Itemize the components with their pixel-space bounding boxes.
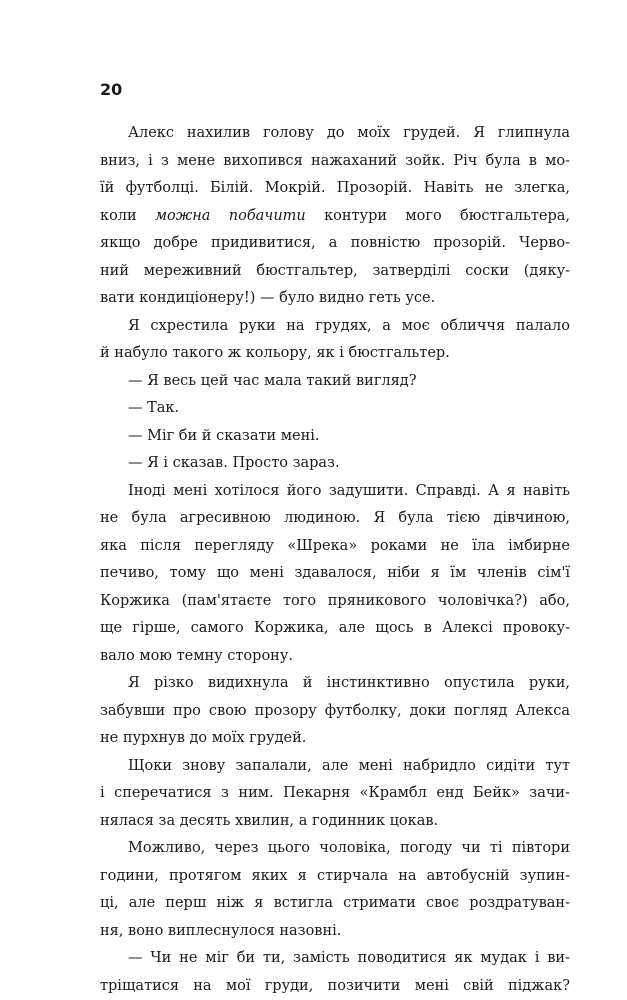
text-line: Я різко видихнула й інстинктивно опустила руки, — [128, 675, 570, 691]
text-line: — Я весь цей час мала такий вигляд? — [128, 372, 417, 389]
text-line: ний мереживний бюстгальтер, затверділі соски (дяку- — [100, 262, 570, 279]
text-line: вало мою темну сторону. — [100, 647, 293, 664]
text-line: ще гірше, самого Коржика, але щось в Алексі провоку- — [100, 620, 570, 636]
text-line: не була агресивною людиною. Я була тією дівчиною, — [100, 510, 570, 526]
text-line: нялася за десять хвилин, а годинник цокав. — [100, 812, 439, 829]
text-fragment: коли — [100, 207, 155, 224]
text-line: Алекс нахилив голову до моїх грудей. Я глипнула — [128, 125, 570, 141]
text-line: Іноді мені хотілося його задушити. Справді. А я навіть — [128, 482, 570, 499]
text-line: — Чи не міг би ти, замість поводитися як мудак і ви- — [128, 950, 570, 966]
text-line: вниз, і з мене вихопився нажаханий зойк. Річ була в мо- — [100, 152, 570, 169]
text-line: Можливо, через цього чоловіка, погоду чи ті півтори — [128, 840, 570, 856]
text-line: — Так. — [128, 400, 180, 416]
text-line: тріщатися на мої груди, позичити мені свій піджак? — [100, 977, 570, 994]
page-number: 20 — [100, 80, 123, 99]
text-line: Коржика (пам'ятаєте того пряникового чоловічка?) або, — [100, 592, 570, 609]
text-line: й набуло такого ж кольору, як і бюстгальтер. — [100, 345, 450, 361]
text-line: якщо добре придивитися, а повністю прозорій. Черво- — [100, 235, 570, 251]
text-line: Я схрестила руки на грудях, а моє обличчя палало — [128, 317, 570, 334]
text-line: яка після перегляду «Шрека» роками не їла імбирне — [100, 537, 570, 554]
text-fragment: контури мого бюстгальтера, — [305, 207, 570, 224]
body-text — [100, 120, 570, 1000]
text-line: — Міг би й сказати мені. — [128, 427, 320, 444]
text-line: ці, але перш ніж я встигла стримати своє роздратуван- — [100, 895, 570, 911]
text-line: години, протягом яких я стирчала на автобусній зупин- — [100, 867, 570, 884]
text-line: — Я і сказав. Просто зараз. — [128, 455, 340, 471]
italic-emphasis: можна побачити — [155, 207, 306, 224]
text-line: забувши про свою прозору футболку, доки погляд Алекса — [100, 702, 570, 719]
text-line: не пурхнув до моїх грудей. — [100, 730, 307, 746]
text-line: вати кондиціонеру!) — було видно геть усе. — [100, 290, 436, 306]
text-line: їй футболці. Білій. Мокрій. Прозорій. Навіть не злегка, — [100, 180, 570, 196]
text-line: і сперечатися з ним. Пекарня «Крамбл енд Бейк» зачи- — [100, 785, 570, 801]
text-line: ня, воно виплеснулося назовні. — [100, 922, 342, 939]
text-line: Щоки знову запалали, але мені набридло сидіти тут — [128, 757, 570, 774]
text-line: печиво, тому що мені здавалося, ніби я їм членів сім'ї — [100, 565, 570, 581]
text-line — [100, 203, 570, 231]
